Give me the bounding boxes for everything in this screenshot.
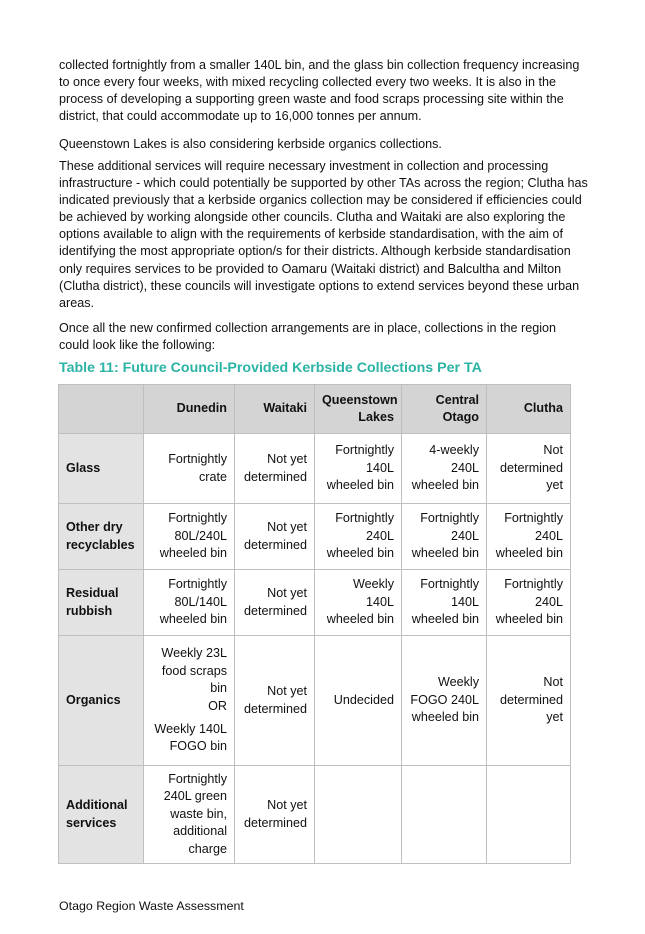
table-cell: Weekly FOGO 240L wheeled bin (402, 636, 487, 766)
table-row (59, 434, 571, 504)
header-corner-cell (59, 385, 144, 434)
table-cell: Fortnightly 240L wheeled bin (315, 504, 402, 570)
table-header-row (59, 385, 571, 434)
table-row (59, 504, 571, 570)
body-paragraph: Queenstown Lakes is also considering kerbside organics collections. (59, 137, 442, 151)
table-cell: Fortnightly 240L green waste bin, additional charge (144, 766, 235, 864)
row-label-other-dry-recyclables: Other dry recyclables (59, 504, 144, 570)
header-waitaki: Waitaki (235, 385, 315, 434)
header-central-otago: Central Otago (402, 385, 487, 434)
table-cell: Fortnightly crate (144, 434, 235, 504)
table-cell: Fortnightly 240L wheeled bin (487, 570, 571, 636)
table-cell (315, 766, 402, 864)
table-cell: Undecided (315, 636, 402, 766)
header-queenstown-lakes: Queenstown Lakes (315, 385, 402, 434)
table-cell: Fortnightly 140L wheeled bin (315, 434, 402, 504)
row-label-residual-rubbish: Residual rubbish (59, 570, 144, 636)
row-label-additional-services: Additional services (59, 766, 144, 864)
table-cell: Fortnightly 240L wheeled bin (402, 504, 487, 570)
cell-text: OR (208, 698, 227, 713)
table-cell: Not yet determined (235, 570, 315, 636)
body-paragraph: Once all the new confirmed collection arrangements are in place, collections in the region could look like the following: (59, 321, 557, 353)
table-row (59, 570, 571, 636)
body-paragraph: collected fortnightly from a smaller 140L bin, and the glass bin collection frequency increasing to once every four weeks, with mixed recycling collected every two weeks. It is also in the process of developing a supporting green waste and food scraps processing site within the district, that could accommodate up to 16,000 tonnes per annum. (59, 58, 580, 124)
table-cell: 4-weekly 240L wheeled bin (402, 434, 487, 504)
table-cell: Fortnightly 80L/240L wheeled bin (144, 504, 235, 570)
table-row (59, 636, 571, 766)
table-cell: Not determined yet (487, 434, 571, 504)
cell-text: Weekly 140L FOGO bin (154, 721, 227, 754)
table-cell: Not determined yet (487, 636, 571, 766)
table-cell: Fortnightly 80L/140L wheeled bin (144, 570, 235, 636)
table-cell: Weekly 140L wheeled bin (315, 570, 402, 636)
table-cell: Not yet determined (235, 504, 315, 570)
table-cell (487, 766, 571, 864)
body-paragraph: These additional services will require necessary investment in collection and processing infrastructure - which could potentially be supported by other TAs across the region; Clutha has indicated previously that a kerbside organics collection may be considered if efficiencies could be achieved by working alongside other councils. Clutha and Waitaki are also exploring the options available to align with the requirements of kerbside standardisation, with the aim of identifying the most appropriate option/s for their districts. Although kerbside standardisation only requires services to be provided to Oamaru (Waitaki district) and Balcultha and Milton (Clutha district), these councils will investigate options to extend services beyond these urban areas. (59, 159, 588, 310)
page-footer: Otago Region Waste Assessment (59, 899, 244, 913)
table-cell: Fortnightly 240L wheeled bin (487, 504, 571, 570)
cell-text: Weekly 23L food scraps bin (161, 646, 227, 696)
table-cell: Not yet determined (235, 636, 315, 766)
table-cell: Not yet determined (235, 766, 315, 864)
table-cell-organics-dunedin (144, 636, 235, 766)
header-clutha: Clutha (487, 385, 571, 434)
table-cell: Fortnightly 140L wheeled bin (402, 570, 487, 636)
table-row (59, 766, 571, 864)
table-cell (402, 766, 487, 864)
row-label-glass: Glass (59, 434, 144, 504)
collections-table (58, 384, 571, 864)
table-cell: Not yet determined (235, 434, 315, 504)
row-label-organics: Organics (59, 636, 144, 766)
table-title: Table 11: Future Council-Provided Kerbside Collections Per TA (59, 360, 482, 376)
header-dunedin: Dunedin (144, 385, 235, 434)
